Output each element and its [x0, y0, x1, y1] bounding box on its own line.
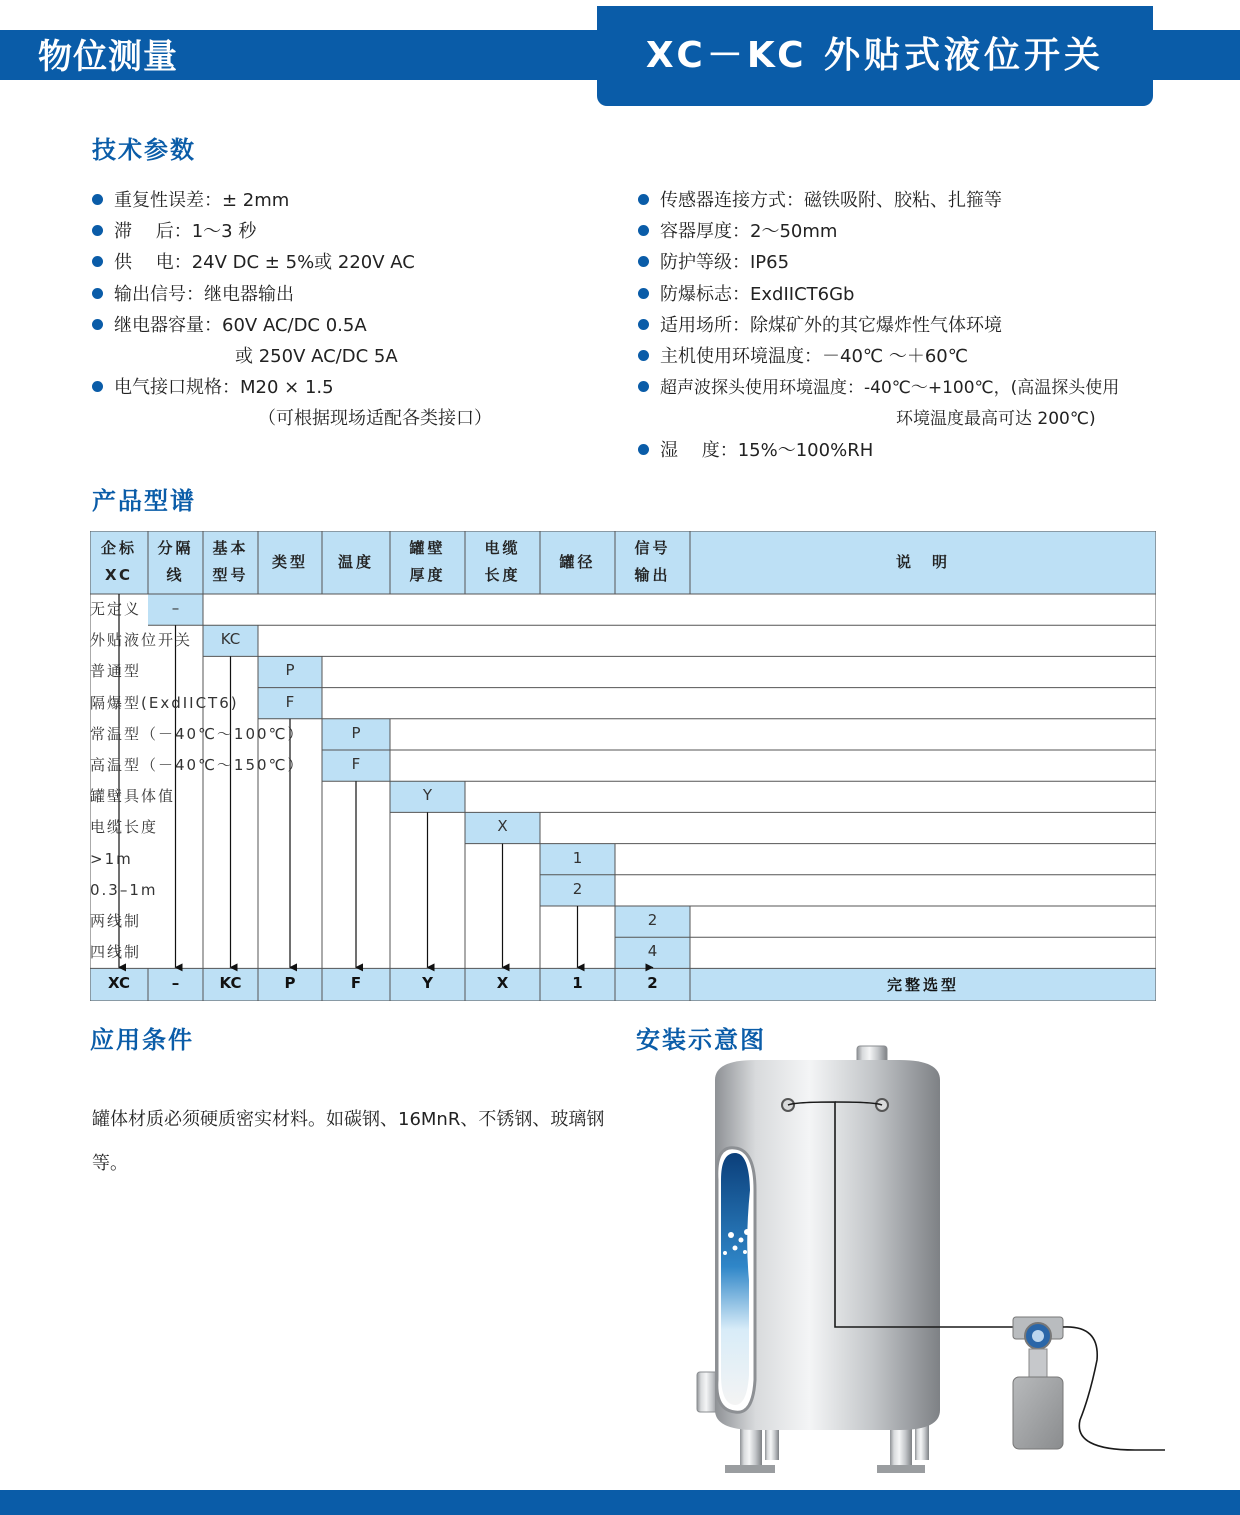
spec-item: 防护等级：IP65 [638, 250, 789, 276]
spec-item: 容器厚度：2～50mm [638, 219, 837, 245]
spec-item-continuation: 或 250V AC/DC 5A [235, 346, 398, 367]
bullet-icon [638, 319, 649, 330]
table-header-cell: 罐径 [559, 553, 596, 571]
description-cell: 普通型 [90, 662, 142, 681]
spec-item: 滞 后：1～3 秒 [92, 219, 256, 245]
final-code-cell: P [284, 974, 296, 993]
code-cell: F [351, 755, 361, 773]
code-cell: 1 [572, 848, 583, 867]
bullet-icon [638, 444, 649, 455]
bullet-icon [92, 288, 103, 299]
code-cell: 2 [647, 911, 658, 929]
category-title: 物位测量 [38, 37, 178, 77]
spec-item: 超声波探头使用环境温度：-40℃～+100℃，(高温探头使用 [638, 375, 1119, 401]
tank-illustration [695, 1040, 1165, 1480]
spec-item: 湿 度：15%～100%RH [638, 438, 873, 464]
table-header-cell: 基本 型号 [212, 539, 249, 584]
spec-item: 适用场所：除煤矿外的其它爆炸性气体环境 [638, 313, 1002, 339]
liquid [721, 1153, 750, 1405]
code-cell: Y [422, 786, 433, 805]
bullet-icon [92, 194, 103, 205]
transmitter-neck [1029, 1349, 1047, 1379]
code-cell: P [285, 661, 295, 680]
spec-item: 主机使用环境温度：－40℃ ～＋60℃ [638, 344, 968, 370]
table-header-cell: 说 明 [895, 553, 950, 571]
final-label-cell: 完整选型 [886, 976, 959, 995]
description-cell: 0.3–1m [90, 880, 158, 899]
spec-item: 重复性误差：± 2mm [92, 188, 289, 214]
table-header-cell: 信号 输出 [634, 539, 671, 584]
spec-item: 传感器连接方式：磁铁吸附、胶粘、扎箍等 [638, 188, 1002, 214]
install-title: 安装示意图 [636, 1026, 766, 1054]
description-cell: 隔爆型(ExdIICT6) [90, 693, 239, 712]
final-code-cell: – [171, 974, 180, 993]
spec-item: 供 电：24V DC ± 5%或 220V AC [92, 250, 415, 276]
spec-item-continuation: （可根据现场适配各类接口） [258, 408, 492, 429]
table-header-cell: 企标 XC [100, 539, 137, 584]
code-cell: 2 [572, 879, 583, 898]
description-cell: 外贴液位开关 [90, 631, 193, 650]
bullet-icon [638, 194, 649, 205]
bullet-icon [92, 225, 103, 236]
tank-leg-foot [877, 1465, 925, 1473]
footer-band [0, 1490, 1240, 1515]
description-cell: 常温型（－40℃～100℃） [90, 724, 305, 743]
description-cell: 无定义 [90, 600, 142, 618]
product-title: XC－KC 外贴式液位开关 [597, 6, 1153, 106]
spec-item-continuation: 环境温度最高可达 200℃) [896, 409, 1096, 429]
spec-item: 防爆标志：ExdIICT6Gb [638, 282, 854, 308]
bullet-icon [638, 381, 649, 392]
transmitter-base [1013, 1377, 1063, 1449]
description-cell: 罐壁具体值 [90, 787, 176, 806]
code-cell: X [497, 817, 508, 836]
bullet-icon [92, 256, 103, 267]
bullet-icon [638, 225, 649, 236]
bullet-icon [638, 256, 649, 267]
bullet-icon [638, 350, 649, 361]
table-header-cell: 分隔 线 [157, 539, 194, 584]
spec-item: 输出信号：继电器输出 [92, 282, 294, 308]
final-code-cell: KC [219, 974, 242, 993]
output-cable [1063, 1327, 1165, 1450]
spec-item: 继电器容量：60V AC/DC 0.5A [92, 313, 367, 339]
bullet-icon [92, 319, 103, 330]
final-code-cell: X [496, 974, 509, 993]
application-text: 罐体材质必须硬质密实材料。如碳钢、16MnR、不锈钢、玻璃钢等。 [92, 1109, 605, 1174]
final-code-cell: 1 [572, 974, 583, 993]
description-cell: >1m [90, 849, 133, 868]
spec-item: 电气接口规格：M20 × 1.5 [92, 375, 334, 401]
code-cell: 4 [647, 942, 658, 961]
table-header-cell: 罐壁 厚度 [409, 539, 446, 584]
description-cell: 四线制 [90, 943, 142, 962]
bullet-icon [638, 288, 649, 299]
model-title: 产品型谱 [92, 487, 196, 515]
table-header-cell: 温度 [337, 553, 374, 571]
code-cell: KC [220, 630, 241, 649]
description-cell: 两线制 [90, 912, 142, 930]
tank-leg-foot [725, 1465, 775, 1473]
application-title: 应用条件 [90, 1026, 194, 1054]
code-cell: – [171, 599, 180, 617]
final-code-cell: 2 [647, 974, 658, 993]
bullet-icon [92, 381, 103, 392]
description-cell: 高温型（－40℃～150℃） [90, 756, 305, 774]
model-table [90, 531, 1156, 1001]
table-header-cell: 电缆 长度 [484, 539, 521, 584]
final-code-cell: F [350, 974, 362, 993]
description-cell: 电缆长度 [90, 818, 159, 837]
final-code-cell: Y [422, 974, 433, 993]
code-cell: P [351, 723, 361, 742]
table-header-cell: 类型 [271, 553, 308, 571]
install-diagram [695, 1040, 1165, 1480]
specs-title: 技术参数 [92, 136, 196, 164]
code-cell: F [285, 692, 295, 711]
final-code-cell: XC [107, 974, 131, 993]
